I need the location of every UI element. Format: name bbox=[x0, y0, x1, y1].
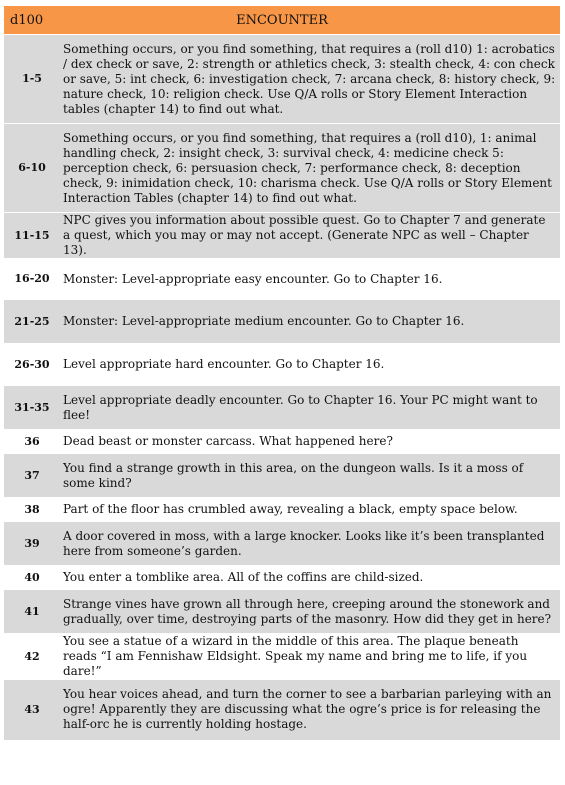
table-row bbox=[4, 213, 560, 259]
table-row bbox=[4, 680, 560, 740]
encounter-description: You find a strange growth in this area, on the dungeon walls. Is it a moss of some kind? bbox=[60, 454, 560, 498]
roll-range: 11-15 bbox=[4, 213, 60, 259]
roll-range: 42 bbox=[4, 634, 60, 680]
roll-range: 26-30 bbox=[4, 344, 60, 386]
roll-range: 6-10 bbox=[4, 124, 60, 213]
roll-range: 40 bbox=[4, 566, 60, 590]
encounter-description: Dead beast or monster carcass. What happened here? bbox=[60, 430, 560, 454]
table-row bbox=[4, 430, 560, 454]
roll-range: 16-20 bbox=[4, 259, 60, 300]
table-row bbox=[4, 566, 560, 590]
roll-range: 31-35 bbox=[4, 386, 60, 430]
roll-range: 39 bbox=[4, 522, 60, 566]
roll-range: 21-25 bbox=[4, 300, 60, 344]
encounter-description: Something occurs, or you find something, that requires a (roll d10), 1: animal handling check, 2: insight check, 3: survival check, 4: medicine check 5: perception check, 6: persuasion check, 7: performance check, 8: deception check, 9: inimidation check, 10: charisma check. Use Q/A rolls or Story Element Interaction Tables (chapter 14) to find out what. bbox=[60, 124, 560, 213]
table-row bbox=[4, 590, 560, 634]
table-header-row bbox=[4, 6, 560, 35]
encounter-description: Strange vines have grown all through here, creeping around the stonework and gradually, over time, destroying parts of the masonry. How did they get in here? bbox=[60, 590, 560, 634]
encounter-description: Part of the floor has crumbled away, revealing a black, empty space below. bbox=[60, 498, 560, 522]
encounter-description: Monster: Level-appropriate medium encounter. Go to Chapter 16. bbox=[60, 300, 560, 344]
table-row bbox=[4, 35, 560, 124]
encounter-description: Level appropriate hard encounter. Go to Chapter 16. bbox=[60, 344, 560, 386]
table-row bbox=[4, 634, 560, 680]
roll-range: 41 bbox=[4, 590, 60, 634]
roll-range: 1-5 bbox=[4, 35, 60, 124]
encounter-description: You see a statue of a wizard in the middle of this area. The plaque beneath reads “I am Fennishaw Eldsight. Speak my name and bring me to life, if you dare!” bbox=[60, 634, 560, 680]
encounter-table bbox=[4, 6, 560, 740]
table-row bbox=[4, 344, 560, 386]
encounter-description: Something occurs, or you find something, that requires a (roll d10) 1: acrobatics / dex check or save, 2: strength or athletics check, 3: stealth check, 4: con check or save, 5: int check, 6: investigation check, 7: arcana check, 8: history check, 9: nature check, 10: religion check. Use Q/A rolls or Story Element Interaction tables (chapter 14) to find out what. bbox=[60, 35, 560, 124]
table-row bbox=[4, 259, 560, 300]
roll-range: 36 bbox=[4, 430, 60, 454]
table-row bbox=[4, 124, 560, 213]
encounter-description: NPC gives you information about possible quest. Go to Chapter 7 and generate a quest, which you may or may not accept. (Generate NPC as well – Chapter 13). bbox=[60, 213, 560, 259]
table-row bbox=[4, 300, 560, 344]
roll-range: 37 bbox=[4, 454, 60, 498]
table-row bbox=[4, 386, 560, 430]
encounter-column-header: ENCOUNTER bbox=[60, 6, 560, 35]
encounter-description: A door covered in moss, with a large knocker. Looks like it’s been transplanted here from someone’s garden. bbox=[60, 522, 560, 566]
table-row bbox=[4, 454, 560, 498]
encounter-description: Level appropriate deadly encounter. Go to Chapter 16. Your PC might want to flee! bbox=[60, 386, 560, 430]
roll-range: 38 bbox=[4, 498, 60, 522]
table-row bbox=[4, 498, 560, 522]
encounter-description: Monster: Level-appropriate easy encounter. Go to Chapter 16. bbox=[60, 259, 560, 300]
roll-column-header: d100 bbox=[4, 6, 60, 35]
table-row bbox=[4, 522, 560, 566]
encounter-description: You hear voices ahead, and turn the corner to see a barbarian parleying with an ogre! Apparently they are discussing what the ogre’s price is for releasing the half-orc he is currently holding hostage. bbox=[60, 680, 560, 740]
encounter-description: You enter a tomblike area. All of the coffins are child-sized. bbox=[60, 566, 560, 590]
roll-range: 43 bbox=[4, 680, 60, 740]
